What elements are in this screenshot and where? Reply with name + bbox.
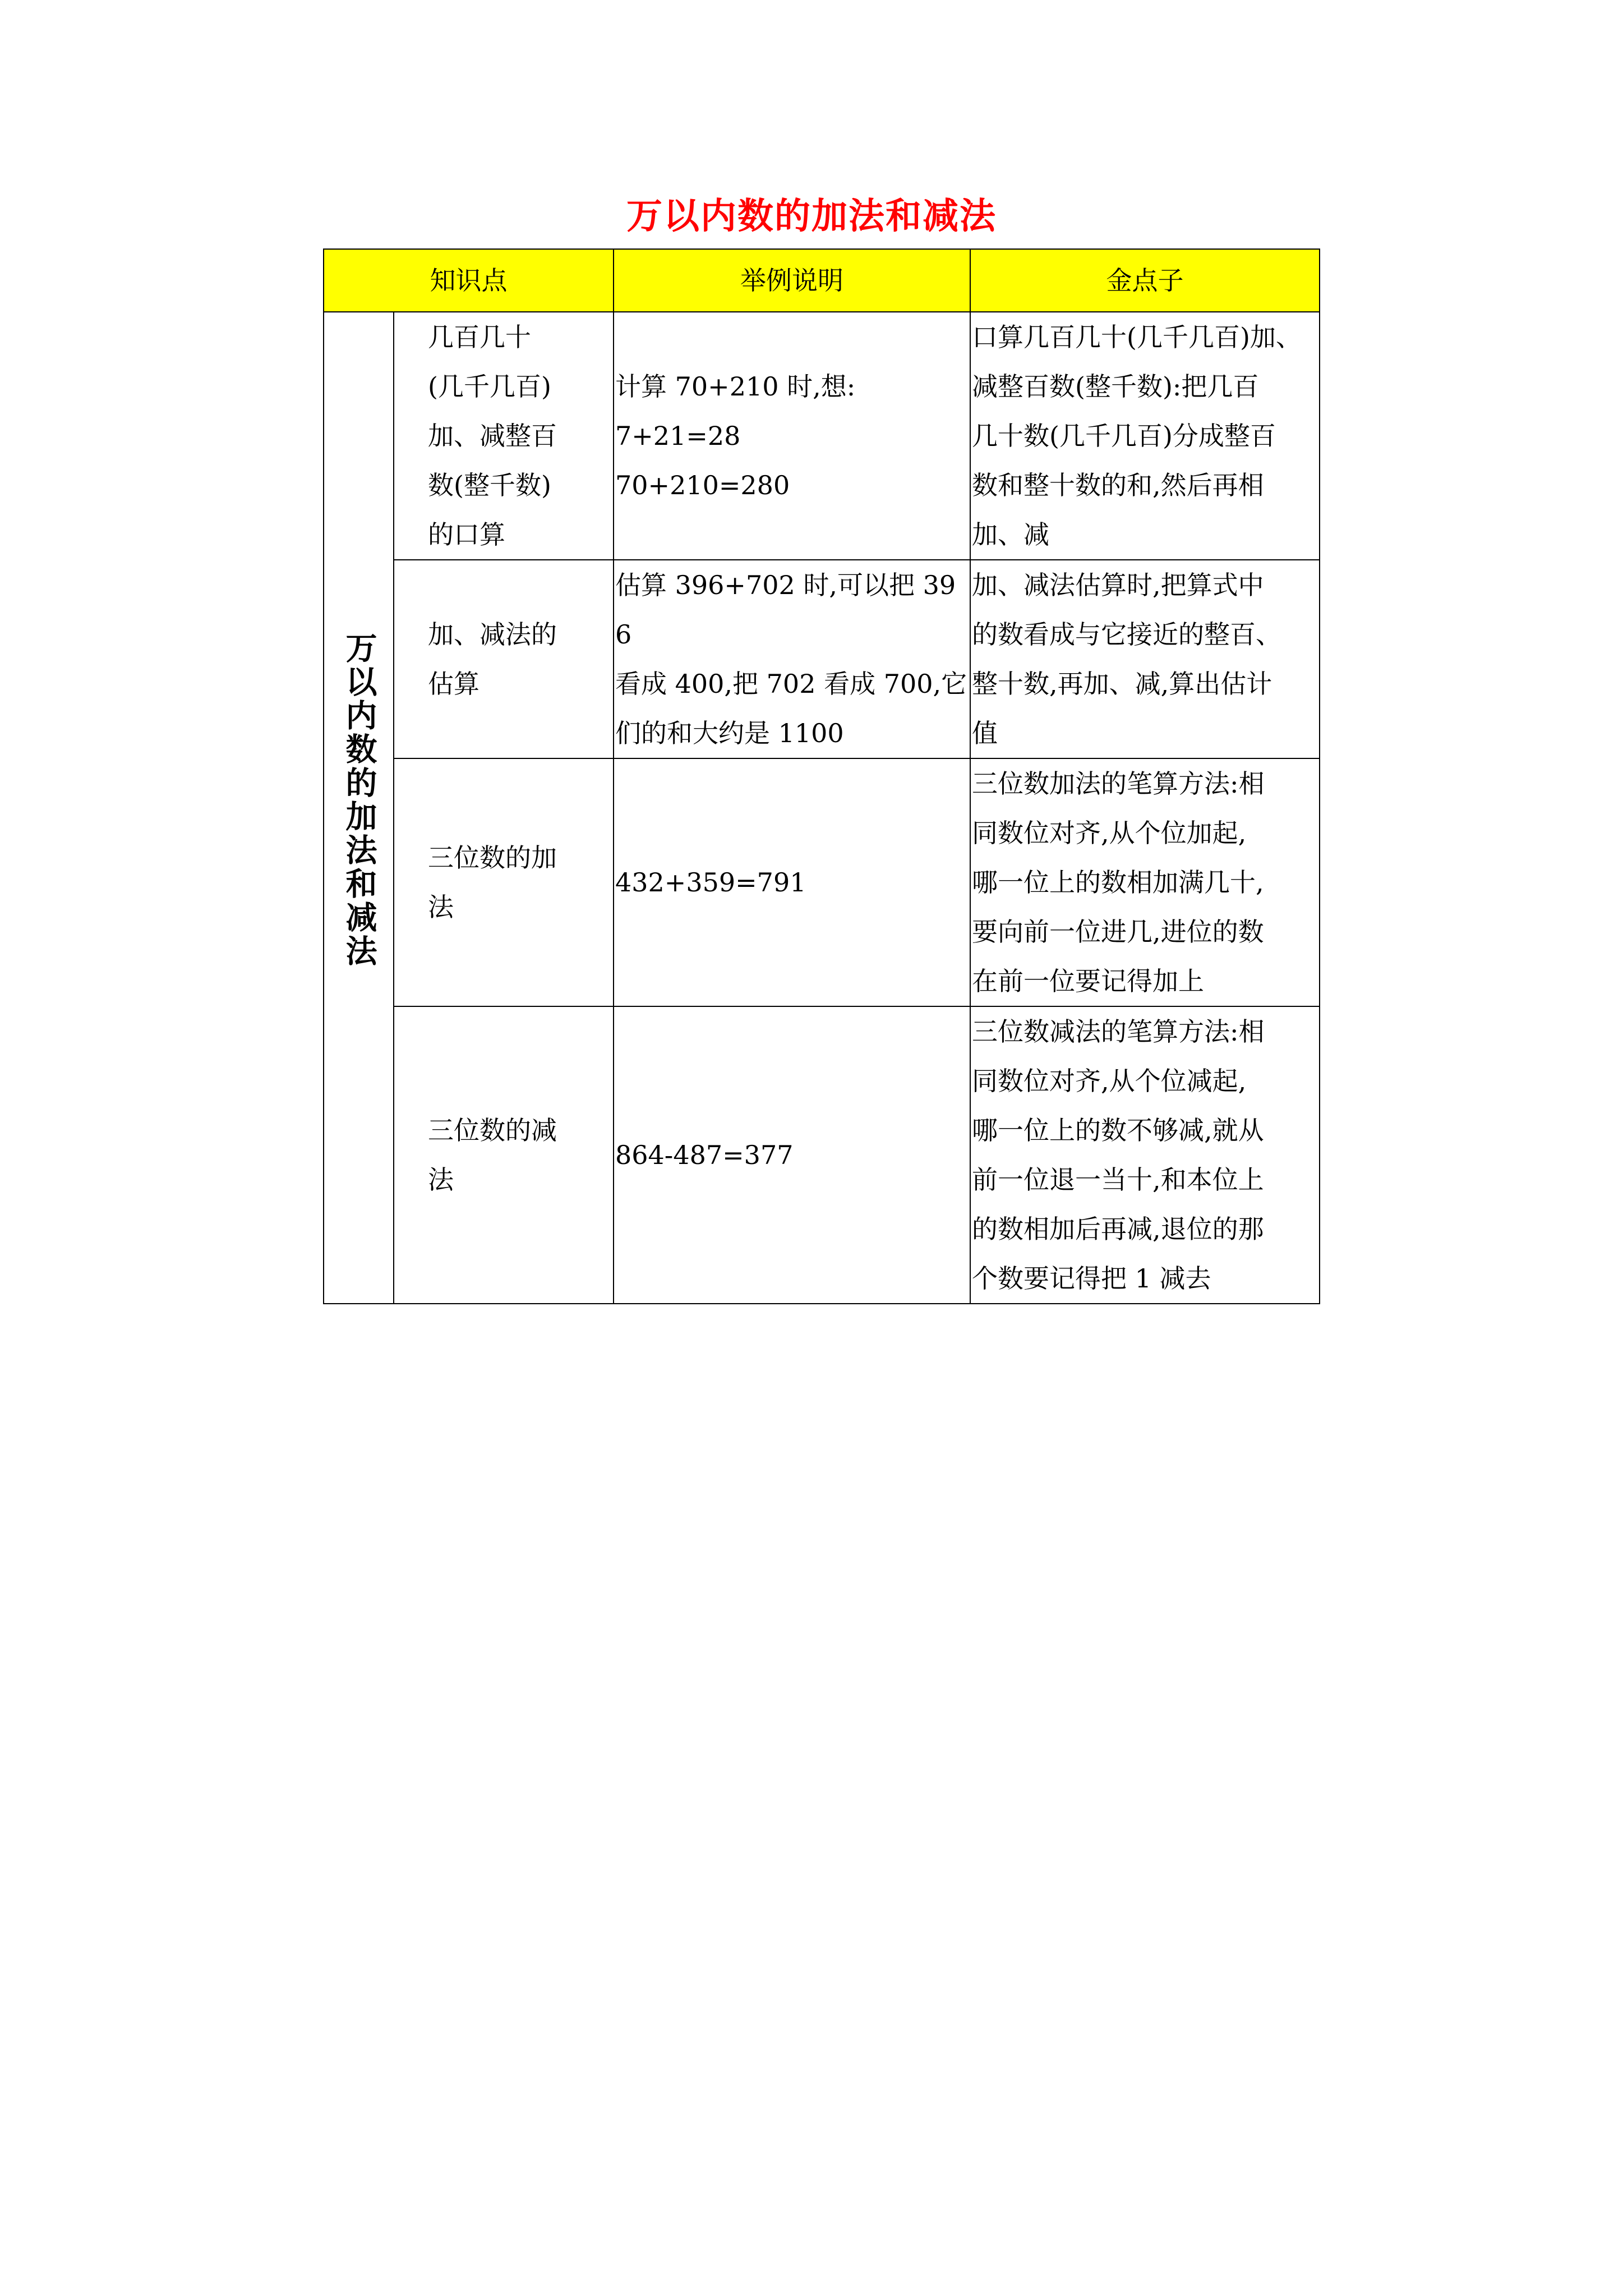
example-text: 432+359=791 [615, 867, 806, 898]
tip-cell [970, 758, 1320, 1006]
tip-text: 加、减法估算时,把算式中 的数看成与它接近的整百、 整十数,再加、减,算出估计 值 [972, 570, 1281, 748]
group-label: 万以内数的加法和减法 [340, 632, 377, 968]
topic-cell [394, 758, 614, 1006]
table-row [324, 312, 1320, 560]
topic-text: 三位数的加 法 [428, 843, 557, 922]
example-cell [614, 1006, 970, 1304]
table-header-row [324, 249, 1320, 312]
example-text: 估算 396+702 时,可以把 396 看成 400,把 702 看成 700,它 们的和大约是 1100 [615, 570, 967, 748]
tip-cell [970, 1006, 1320, 1304]
topic-text: 三位数的减 法 [428, 1115, 557, 1195]
header-example: 举例说明 [614, 249, 970, 312]
example-cell [614, 560, 970, 758]
topic-cell [394, 1006, 614, 1304]
tip-text: 三位数加法的笔算方法:相 同数位对齐,从个位加起, 哪一位上的数相加满几十, 要向前一位进几,进位的数 在前一位要记得加上 [972, 769, 1265, 996]
knowledge-table [323, 249, 1320, 1304]
page-title: 万以内数的加法和减法 [626, 195, 997, 237]
topic-text: 几百几十 (几千几百) 加、减整百 数(整千数) 的口算 [428, 322, 557, 550]
tip-text: 口算几百几十(几千几百)加、 减整百数(整千数):把几百 几十数(几千几百)分成整百 数和整十数的和,然后再相 加、减 [972, 322, 1302, 550]
tip-text: 三位数减法的笔算方法:相 同数位对齐,从个位减起, 哪一位上的数不够减,就从 前一位退一当十,和本位上 的数相加后再减,退位的那 个数要记得把 1 减去 [972, 1016, 1265, 1294]
header-knowledge-point: 知识点 [324, 249, 614, 312]
table-row [324, 1006, 1320, 1304]
topic-text: 加、减法的 估算 [428, 619, 557, 699]
header-tips: 金点子 [970, 249, 1320, 312]
topic-cell [394, 560, 614, 758]
example-cell [614, 758, 970, 1006]
example-text: 864-487=377 [615, 1140, 794, 1170]
topic-cell [394, 312, 614, 560]
table-row [324, 758, 1320, 1006]
table-row [324, 560, 1320, 758]
example-cell [614, 312, 970, 560]
group-label-cell [324, 312, 394, 1304]
tip-cell [970, 312, 1320, 560]
example-text: 计算 70+210 时,想: 7+21=28 70+210=280 [615, 371, 856, 500]
tip-cell [970, 560, 1320, 758]
